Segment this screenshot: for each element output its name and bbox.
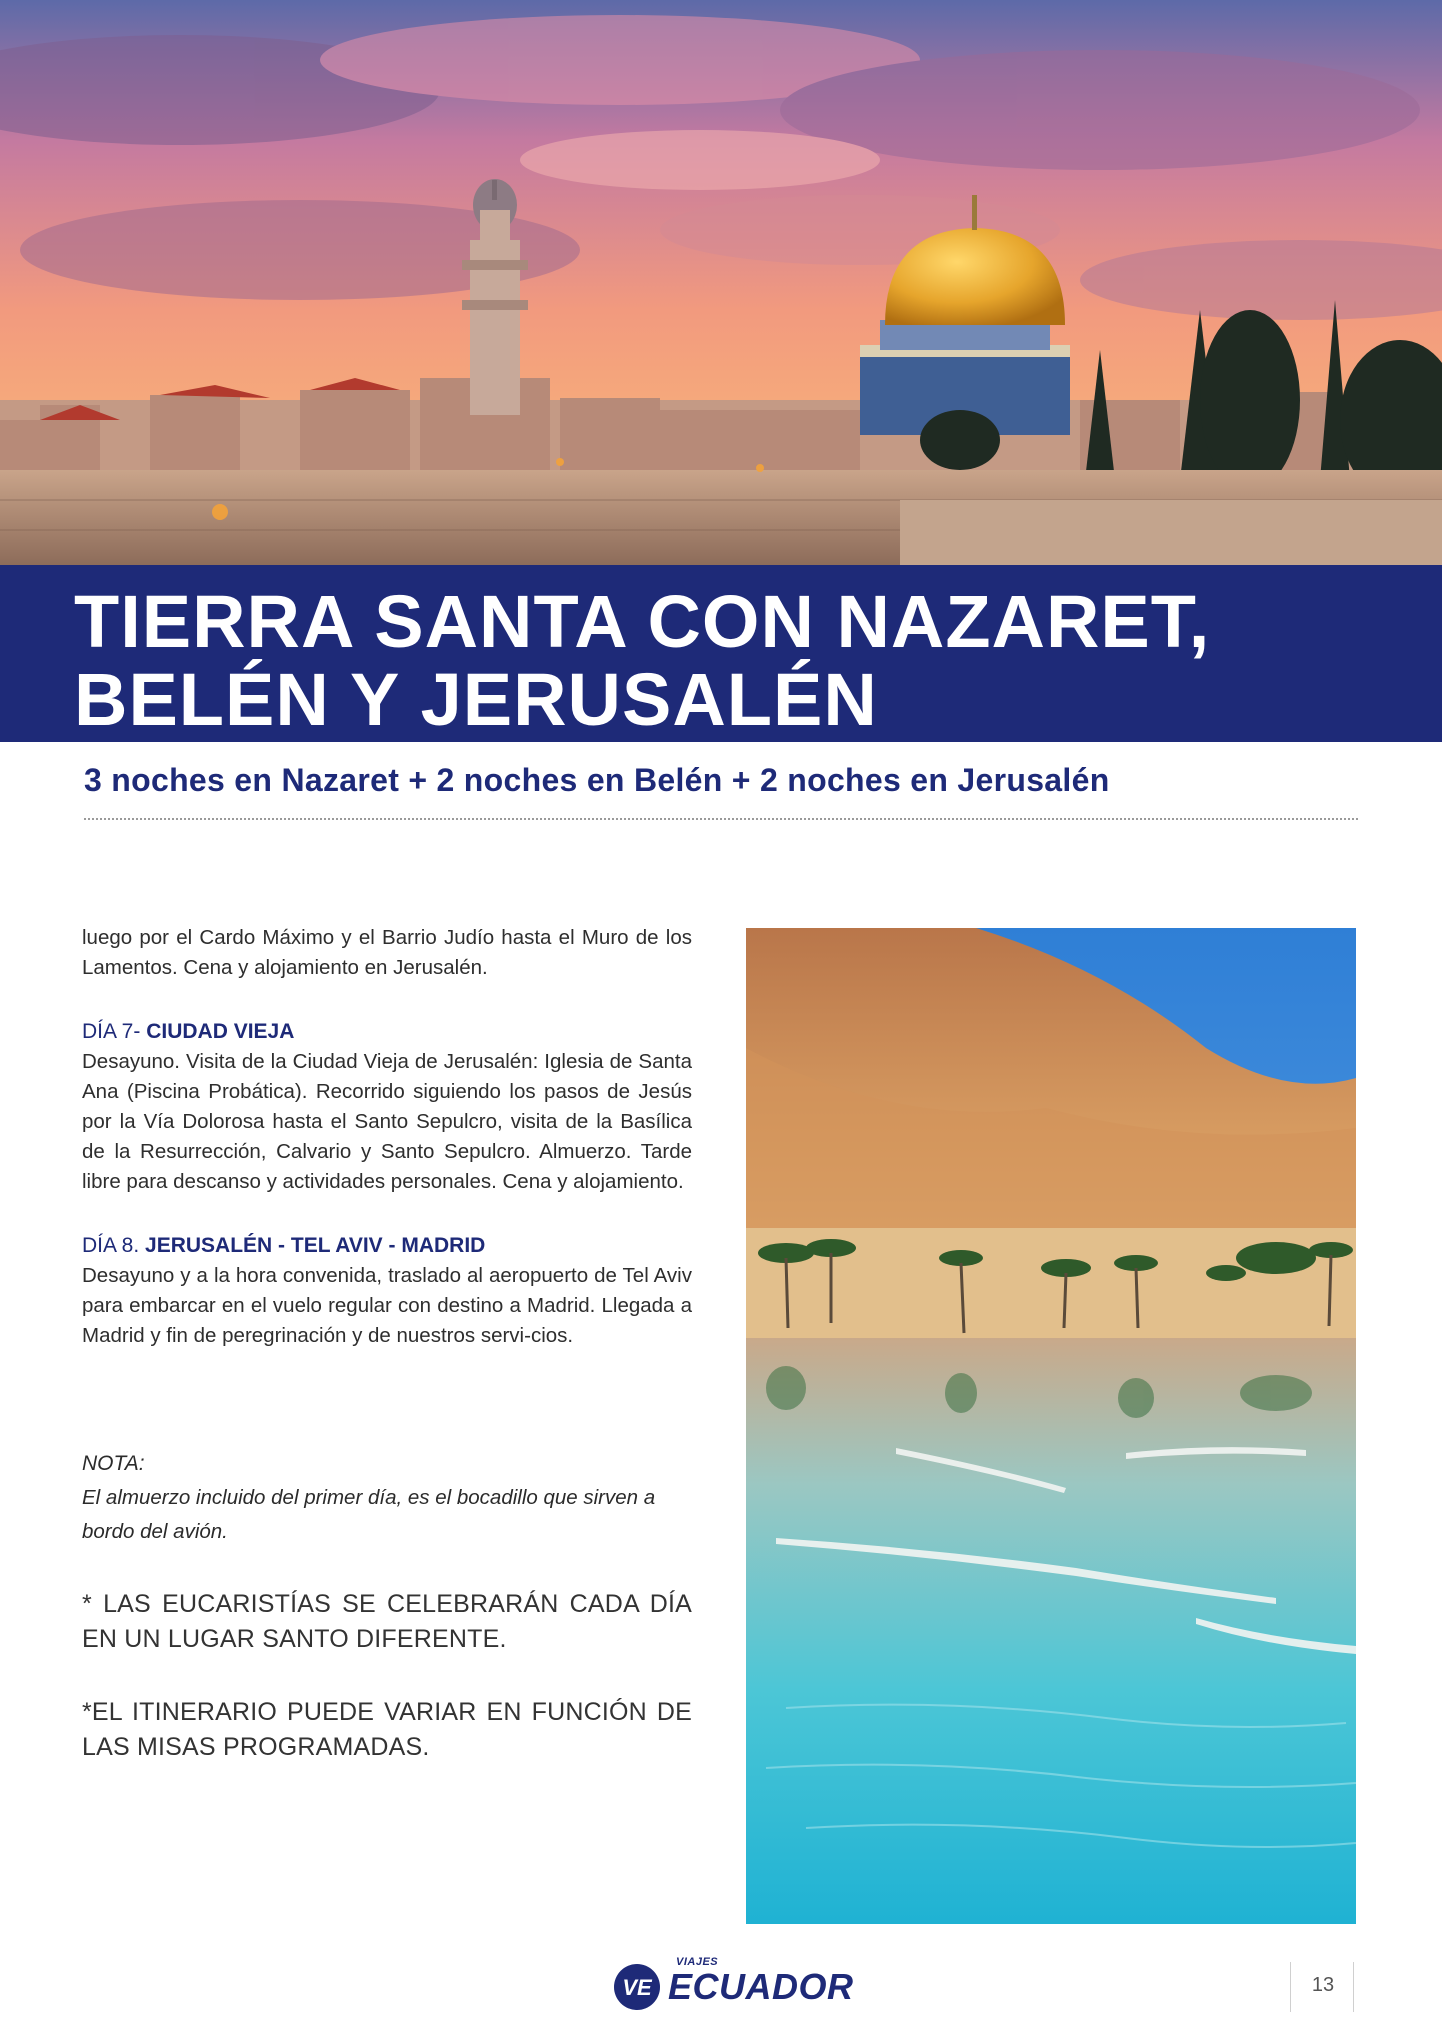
logo-mark-text: VE bbox=[622, 1975, 652, 2000]
title-band bbox=[0, 565, 1442, 742]
dead-sea-photo bbox=[746, 928, 1356, 1924]
day-8-heading bbox=[82, 1231, 692, 1261]
day-8-prefix: DÍA 8. bbox=[82, 1234, 146, 1257]
day-7-heading bbox=[82, 1017, 692, 1047]
dotted-divider bbox=[84, 818, 1358, 820]
day-7-text: Desayuno. Visita de la Ciudad Vieja de Jerusalén: Iglesia de Santa Ana (Piscina Probática). Recorrido siguiendo los pasos de Jesús por la Vía Dolorosa hasta el Santo Sepulcro, visita de la Basílica de la Resurrección, Calvario y Santo Sepulcro. Almuerzo. Tarde libre para descanso y actividades personales. Cena y alojamiento. bbox=[82, 1050, 692, 1193]
page-number: 13 bbox=[1311, 1974, 1335, 1996]
day-7-prefix: DÍA 7- bbox=[82, 1020, 147, 1043]
logo-word: ECUADOR bbox=[668, 1966, 854, 2007]
eucharist-notice: * LAS EUCARISTÍAS SE CELEBRARÁN CADA DÍA EN UN LUGAR SANTO DIFERENTE. bbox=[82, 1590, 692, 1653]
logo-mark-icon bbox=[612, 1962, 662, 2012]
page-title-line-1: TIERRA SANTA CON NAZARET, bbox=[74, 580, 1211, 663]
logo-small-text: VIAJES bbox=[676, 1956, 719, 1968]
day-7-name: CIUDAD VIEJA bbox=[146, 1020, 295, 1043]
hero-photo-jerusalem bbox=[0, 0, 1442, 565]
note-text: El almuerzo incluido del primer día, es el bocadillo que sirven a bordo del avión. bbox=[82, 1486, 656, 1543]
trip-subtitle: 3 noches en Nazaret + 2 noches en Belén + 2 noches en Jerusalén bbox=[84, 762, 1110, 798]
page-number-box bbox=[1290, 1962, 1354, 2012]
day-8-text: Desayuno y a la hora convenida, traslado al aeropuerto de Tel Aviv para embarcar en el vuelo regular con destino a Madrid. Llegada a Madrid y fin de peregrinación y de nuestros servi-cios. bbox=[82, 1264, 692, 1347]
itinerary-column bbox=[82, 923, 692, 1765]
day-8-name: JERUSALÉN - TEL AVIV - MADRID bbox=[145, 1234, 486, 1257]
itinerary-notice: *EL ITINERARIO PUEDE VARIAR EN FUNCIÓN DE LAS MISAS PROGRAMADAS. bbox=[82, 1698, 692, 1761]
note-heading: NOTA: bbox=[82, 1452, 145, 1475]
viajes-ecuador-logo bbox=[612, 1956, 854, 2012]
page-title bbox=[74, 580, 1211, 741]
page-title-line-2: BELÉN Y JERUSALÉN bbox=[74, 658, 878, 741]
intro-paragraph: luego por el Cardo Máximo y el Barrio Judío hasta el Muro de los Lamentos. Cena y alojamiento en Jerusalén. bbox=[82, 926, 692, 979]
